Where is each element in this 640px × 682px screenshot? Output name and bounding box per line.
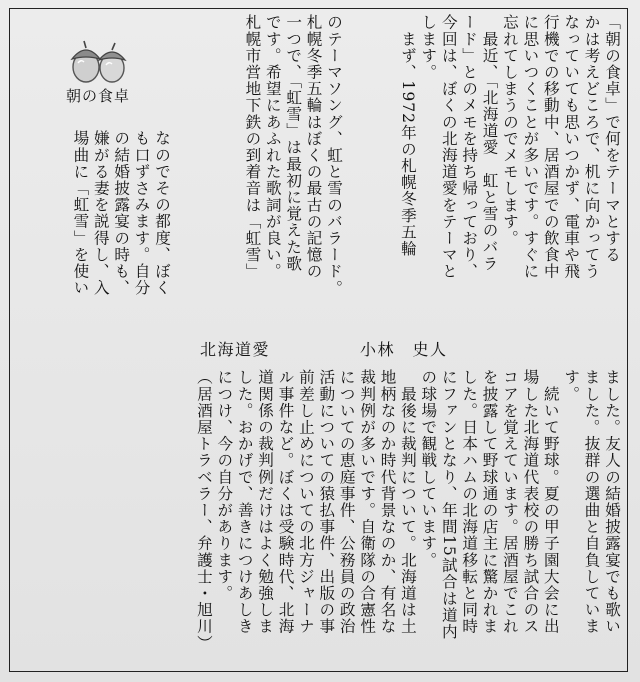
article-title: 北海道愛 <box>200 340 271 359</box>
text-line: 札幌市営地下鉄の到着音は「虹雪」 <box>243 14 262 280</box>
text-line: ル事件など。ぼくは受験時代、北海 <box>276 369 295 635</box>
text-line: なっていても思いつかず、電車や飛 <box>562 14 581 280</box>
text-line: 前差し止めについての北方ジャーナ <box>296 369 315 635</box>
acorn-icon <box>48 35 148 85</box>
text-line: のテーマソング、虹と雪のバラード。 <box>325 14 343 297</box>
text-line: です。希望にあふれた歌詞が良い。 <box>263 14 282 280</box>
text-line: ました。友人の結婚披露宴でも歌い <box>603 369 621 635</box>
text-line: 道関係の裁判例だけはよく勉強しま <box>256 369 275 635</box>
text-line: 一つで、「虹雪」は最初に覚えた歌 <box>284 14 303 272</box>
text-line: ード」とのメモを持ち帰っており、 <box>460 14 479 280</box>
byline <box>200 337 500 363</box>
text-line: 場曲に「虹雪」を使い <box>71 130 90 296</box>
text-line: 最後に裁判について。北海道は土 <box>398 369 417 635</box>
text-line: の結婚披露宴の時も、 <box>112 130 131 296</box>
text-line: 活動についての猿払事件、出版の事 <box>317 369 336 635</box>
column-logo-label: 朝の食卓 <box>65 87 130 105</box>
text-line: かは考えどころで、机に向かってう <box>582 14 601 280</box>
text-line: に思いつくことが多いです。すぐに <box>521 14 540 280</box>
article-body-top-left <box>12 130 172 325</box>
article-body-top-right <box>352 14 622 332</box>
text-line: の球場で観戦しています。 <box>419 369 438 569</box>
text-line: を披露して野球通の店主に驚かれま <box>480 369 499 635</box>
text-line: 行機での移動中、居酒屋での飲食中 <box>541 14 560 280</box>
text-line: についての恵庭事件、公務員の政治 <box>337 369 356 635</box>
author-name: 小林 史人 <box>360 340 448 359</box>
text-line: した。日本ハムの北海道移転と同時 <box>460 369 479 635</box>
text-line: 嫌がる妻を説得し、入 <box>91 130 110 296</box>
text-line: 最近、「北海道愛 虹と雪のバラ <box>480 14 499 272</box>
text-line: 忘れてしまうのでメモします。 <box>500 14 519 247</box>
text-line: コアを覚えています。居酒屋でこれ <box>500 369 519 635</box>
text-line: 今回は、ぼくの北海道愛をテーマと <box>439 14 458 280</box>
article-body-bottom <box>17 369 622 665</box>
text-line: も口ずさみます。自分 <box>132 130 151 296</box>
article-body-top-middle <box>229 14 344 332</box>
text-line: 札幌冬季五輪はぼくの最古の記憶の <box>304 14 323 280</box>
text-line: にファンとなり、年間15試合は道内 <box>439 369 458 640</box>
column-logo <box>48 35 148 115</box>
text-line: します。 <box>419 14 438 81</box>
text-line: につけ、今の自分があります。 <box>215 369 234 602</box>
text-line: まず、1972年の札幌冬季五輪 <box>398 14 417 257</box>
text-line: す。 <box>562 369 581 403</box>
text-line: した。おかげで、善きにつけあしき <box>235 369 254 635</box>
text-line: なのでその都度、ぼく <box>153 130 171 296</box>
text-line: 続いて野球。夏の甲子園大会に出 <box>541 369 560 635</box>
text-line: ました。抜群の選曲と自負していま <box>582 369 601 635</box>
text-line: 裁判例が多いです。自衛隊の合憲性 <box>358 369 377 635</box>
text-line: 場した北海道代表校の勝ち試合のス <box>521 369 540 635</box>
text-line: 「朝の食卓」で何をテーマとする <box>603 14 621 263</box>
text-line: （居酒屋トラベラー、弁護士・旭川） <box>194 369 213 652</box>
text-line: 地柄なのか時代背景なのか、有名な <box>378 369 397 635</box>
